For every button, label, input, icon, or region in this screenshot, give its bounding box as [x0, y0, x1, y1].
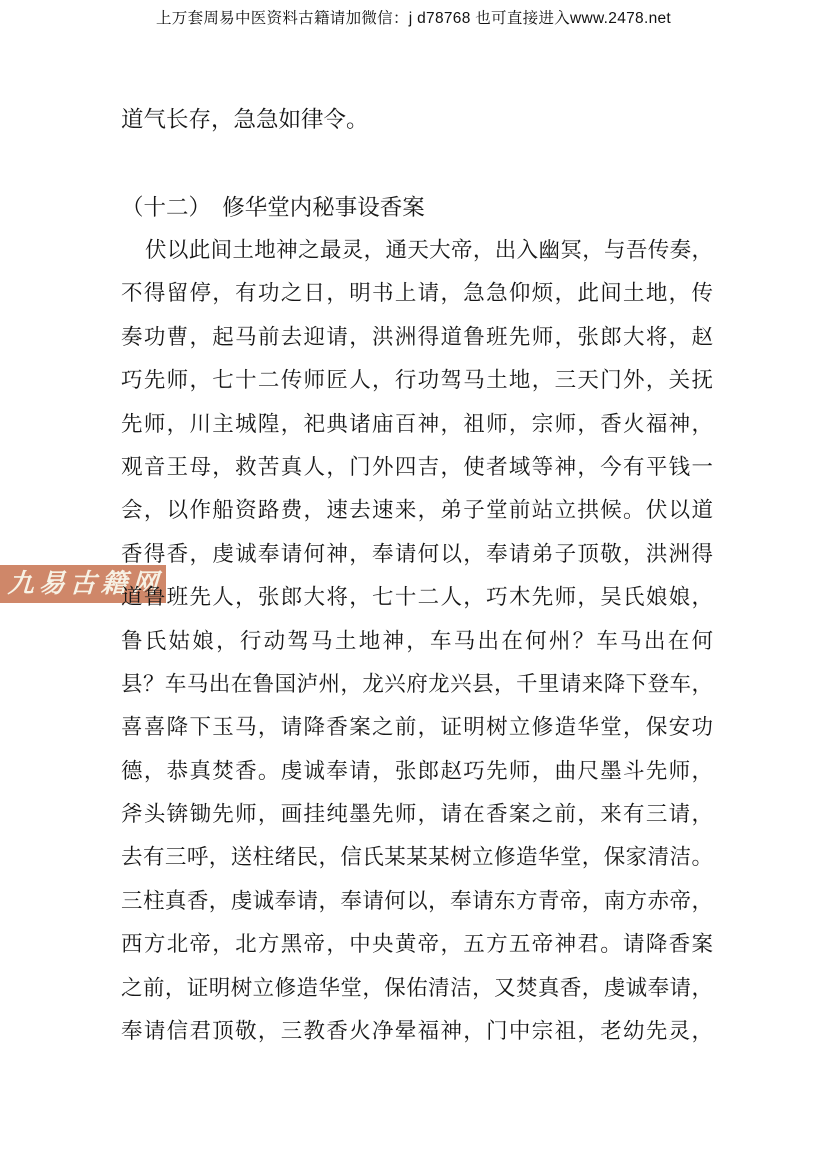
paragraph-line: 观音王母，救苦真人，门外四吉，使者域等神，今有平钱一 [121, 454, 713, 479]
paragraph-line: 斧头锛锄先师，画挂纯墨先师，请在香案之前，来有三请， [121, 802, 713, 827]
promo-header-text: 上万套周易中医资料古籍请加微信：j d78768 也可直接进入www.2478.net [155, 10, 672, 27]
paragraph-line: 道鲁班先人，张郎大将，七十二人，巧木先师，吴氏娘娘， [121, 585, 713, 610]
paragraph-line: 伏以此间土地神之最灵，通天大帝，出入幽冥，与吾传奏， [145, 238, 713, 262]
previous-section-closing-line: 道气长存，急急如律令。 [121, 107, 369, 132]
paragraph-line: 不得留停，有功之日，明书上请，急急仰烦，此间土地，传 [121, 281, 713, 306]
section-heading: （十二） 修华堂内秘事设香案 [121, 195, 425, 220]
paragraph-line: 巧先师，七十二传师匠人，行功驾马土地，三天门外，关抚 [121, 368, 713, 393]
paragraph-line: 奉请信君顶敬，三教香火净晕福神，门中宗祖，老幼先灵， [121, 1019, 713, 1044]
paragraph-line: 德，恭真焚香。虔诚奉请，张郎赵巧先师，曲尺墨斗先师， [121, 758, 713, 783]
paragraph-line: 奏功曹，起马前去迎请，洪洲得道鲁班先师，张郎大将，赵 [121, 324, 713, 349]
paragraph-line: 香得香，虔诚奉请何神，奉请何以，奉请弟子顶敬，洪洲得 [121, 541, 713, 566]
body-paragraph [121, 229, 713, 1053]
paragraph-line: 西方北帝，北方黑帝，中央黄帝，五方五帝神君。请降香案 [121, 932, 713, 957]
paragraph-line: 三柱真香，虔诚奉请，奉请何以，奉请东方青帝，南方赤帝， [121, 888, 713, 913]
paragraph-line: 喜喜降下玉马，请降香案之前，证明树立修造华堂，保安功 [121, 715, 713, 740]
paragraph-line: 会，以作船资路费，速去速来，弟子堂前站立拱候。伏以道 [121, 498, 713, 523]
paragraph-line: 之前，证明树立修造华堂，保佑清洁，又焚真香，虔诚奉请， [121, 975, 713, 1000]
paragraph-line: 先师，川主城隍，祀典诸庙百神，祖师，宗师，香火福神， [121, 411, 713, 436]
paragraph-line: 鲁氏姑娘，行动驾马土地神，车马出在何州？车马出在何 [121, 628, 713, 653]
watermark-site-name: 九易古籍网 [7, 568, 164, 598]
paragraph-line: 县？车马出在鲁国泸州，龙兴府龙兴县，千里请来降下登车， [121, 671, 713, 696]
paragraph-line: 去有三呼，送柱绪民，信氏某某某树立修造华堂，保家清洁。 [121, 845, 713, 870]
